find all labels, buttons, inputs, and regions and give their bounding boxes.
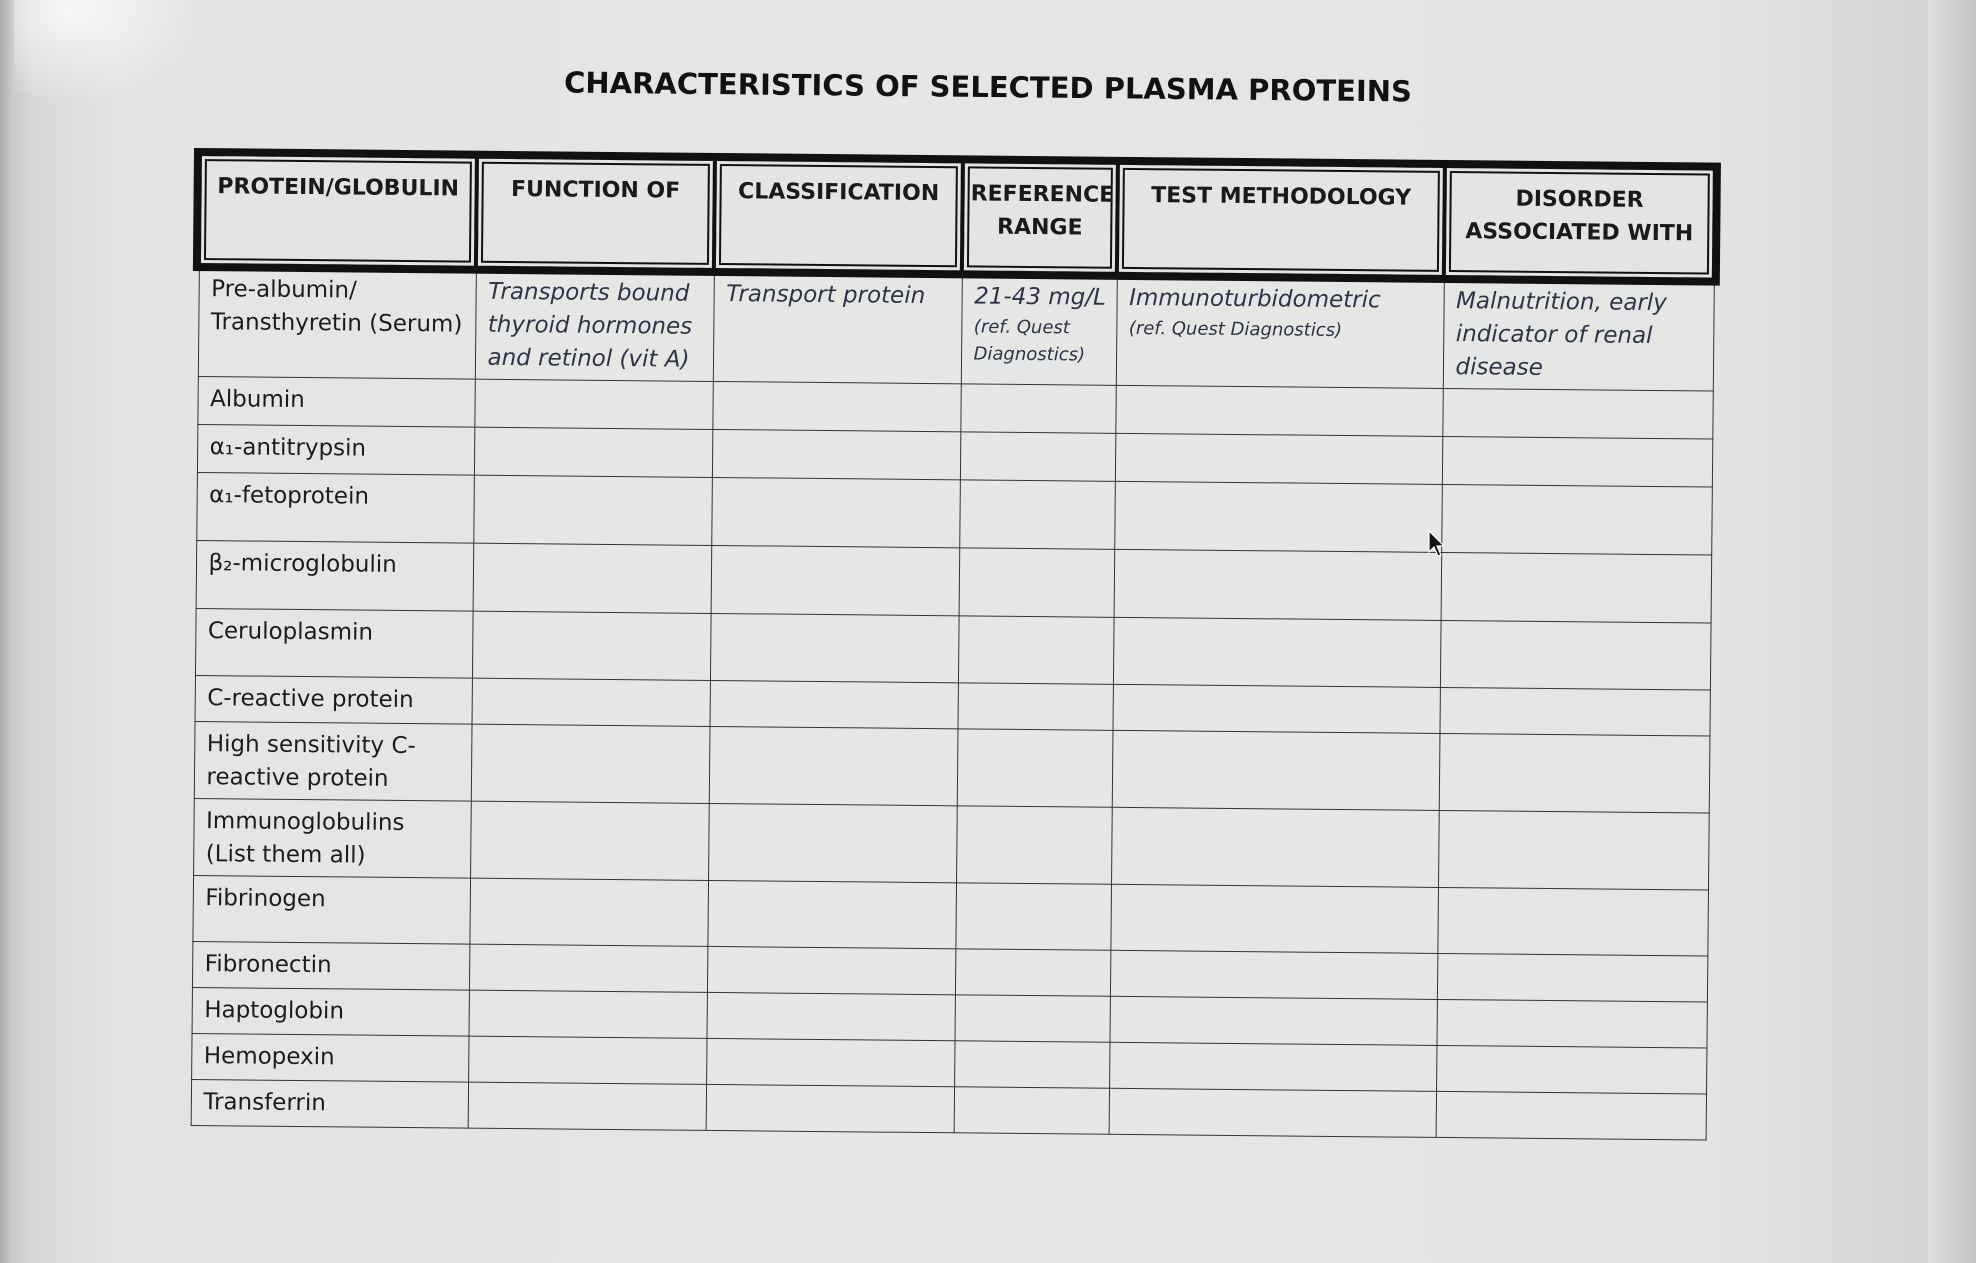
table-row (193, 798, 1709, 890)
function-cell[interactable] (473, 475, 712, 545)
function-cell[interactable] (468, 1036, 706, 1084)
function-cell[interactable] (469, 944, 707, 992)
reference-range-cell[interactable] (955, 883, 1111, 950)
protein-name-cell: High sensitivity C-reactive protein (194, 721, 472, 801)
reference-range-note: (ref. Quest Diagnostics) (973, 316, 1086, 366)
protein-name-cell: C-reactive protein (195, 675, 472, 724)
monitor-left-edge (0, 0, 14, 1263)
reference-range-cell[interactable] (955, 995, 1110, 1042)
reference-range-cell[interactable] (956, 806, 1112, 884)
disorder-cell[interactable] (1437, 953, 1707, 1002)
function-cell[interactable]: Transports bound thyroid hormones and retinol (vit A) (475, 268, 714, 382)
disorder-cell[interactable] (1436, 1091, 1706, 1140)
test-methodology-cell[interactable] (1109, 1088, 1436, 1137)
test-methodology-value: Immunoturbidometric (1129, 284, 1381, 314)
reference-range-cell[interactable] (955, 949, 1110, 996)
test-methodology-cell[interactable] (1114, 549, 1442, 620)
test-methodology-cell[interactable] (1110, 884, 1438, 953)
header-row (199, 154, 1715, 280)
table-container (189, 152, 1713, 1140)
classification-cell[interactable] (711, 477, 960, 547)
reference-range-cell[interactable] (961, 272, 1117, 385)
disorder-cell[interactable] (1442, 436, 1712, 487)
document-title: CHARACTERISTICS OF SELECTED PLASMA PROTEINS (563, 65, 1413, 109)
disorder-cell[interactable] (1436, 999, 1706, 1048)
test-methodology-cell[interactable] (1110, 950, 1437, 999)
disorder-cell[interactable] (1436, 1045, 1706, 1094)
disorder-cell[interactable] (1439, 687, 1709, 736)
classification-cell[interactable] (706, 1084, 954, 1132)
function-cell[interactable] (469, 990, 707, 1038)
protein-name-cell: Fibrinogen (192, 875, 470, 944)
protein-name-cell: Ceruloplasmin (195, 608, 473, 678)
reference-range-cell[interactable] (959, 480, 1115, 549)
protein-name-cell: Fibronectin (192, 941, 469, 990)
classification-cell[interactable] (710, 680, 958, 728)
table-row (194, 721, 1710, 813)
test-methodology-cell[interactable] (1114, 481, 1442, 552)
test-methodology-cell[interactable] (1115, 433, 1442, 484)
test-methodology-cell[interactable] (1112, 730, 1440, 810)
protein-name-cell: Transferrin (191, 1079, 468, 1128)
column-header-function: FUNCTION OF (476, 157, 715, 270)
test-methodology-cell[interactable] (1109, 996, 1436, 1045)
reference-range-cell[interactable] (957, 683, 1112, 730)
reference-range-cell[interactable] (960, 432, 1115, 481)
plasma-proteins-table (189, 152, 1717, 1141)
protein-name-cell: α₁-antitrypsin (197, 425, 474, 476)
classification-cell[interactable] (709, 726, 958, 805)
classification-cell[interactable] (710, 613, 959, 682)
disorder-cell[interactable] (1440, 620, 1711, 690)
disorder-cell[interactable] (1437, 887, 1708, 956)
reference-range-value: 21-43 mg/L (974, 283, 1106, 311)
reference-range-cell[interactable] (954, 1041, 1109, 1088)
test-methodology-note: (ref. Quest Diagnostics) (1128, 317, 1343, 341)
disorder-cell[interactable] (1441, 484, 1712, 555)
classification-cell[interactable]: Transport protein (713, 270, 962, 384)
function-cell[interactable] (468, 1082, 706, 1130)
monitor-right-edge (1928, 0, 1976, 1263)
disorder-cell[interactable] (1438, 810, 1709, 890)
classification-cell[interactable] (707, 880, 956, 948)
reference-range-cell[interactable] (958, 616, 1114, 684)
protein-name-cell: Immunoglobulins (List them all) (193, 798, 471, 878)
classification-cell[interactable] (707, 992, 955, 1040)
test-methodology-cell[interactable] (1112, 684, 1439, 733)
function-cell[interactable] (474, 379, 712, 429)
disorder-cell[interactable]: Malnutrition, early indicator of renal disease (1443, 277, 1714, 391)
test-methodology-cell[interactable] (1111, 807, 1439, 887)
reference-range-cell[interactable] (960, 384, 1115, 433)
column-header-protein: PROTEIN/GLOBULIN (199, 154, 477, 268)
protein-name-cell: Hemopexin (191, 1033, 468, 1082)
protein-name-cell: Haptoglobin (192, 987, 469, 1036)
reference-range-cell[interactable] (959, 548, 1115, 617)
disorder-cell[interactable] (1439, 733, 1710, 813)
test-methodology-cell[interactable] (1113, 617, 1441, 687)
classification-cell[interactable] (706, 1038, 954, 1086)
reference-range-cell[interactable] (957, 729, 1113, 807)
protein-name-cell: β₂-microglobulin (196, 541, 474, 612)
column-header-test-methodology: TEST METHODOLOGY (1117, 163, 1445, 277)
test-methodology-cell[interactable] (1115, 385, 1442, 436)
function-cell[interactable] (469, 878, 708, 946)
table-row (198, 265, 1714, 391)
protein-name-cell: α₁-fetoprotein (196, 473, 474, 544)
function-cell[interactable] (472, 678, 710, 726)
column-header-disorder: DISORDER ASSOCIATED WITH (1444, 166, 1715, 280)
classification-cell[interactable] (712, 381, 960, 431)
classification-cell[interactable] (708, 803, 957, 882)
function-cell[interactable] (474, 427, 712, 477)
reference-range-cell[interactable] (954, 1087, 1109, 1134)
column-header-classification: CLASSIFICATION (714, 159, 963, 272)
disorder-cell[interactable] (1441, 552, 1712, 623)
classification-cell[interactable] (712, 429, 960, 479)
mouse-pointer-icon (1428, 530, 1446, 558)
protein-name-cell: Albumin (197, 377, 474, 428)
protein-name-cell: Pre-albumin/ Transthyretin (Serum) (198, 265, 476, 379)
function-cell[interactable] (470, 801, 709, 880)
test-methodology-cell[interactable] (1109, 1042, 1436, 1091)
classification-cell[interactable] (711, 545, 960, 615)
function-cell[interactable] (473, 543, 712, 613)
classification-cell[interactable] (707, 946, 955, 994)
test-methodology-cell[interactable] (1116, 274, 1444, 389)
function-cell[interactable] (471, 724, 710, 803)
function-cell[interactable] (472, 611, 711, 680)
column-header-reference-range: REFERENCE RANGE (962, 161, 1118, 273)
disorder-cell[interactable] (1442, 388, 1712, 439)
